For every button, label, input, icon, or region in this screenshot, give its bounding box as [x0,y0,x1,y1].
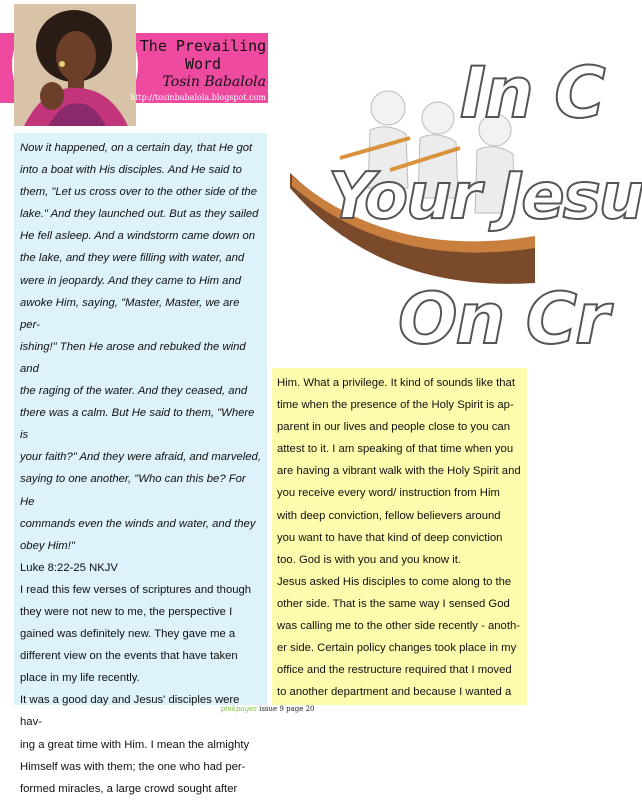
text-line: gained was definitely new. They gave me a [20,628,236,641]
text-line: formed miracles, a large crowd sought after [20,782,238,795]
text-line: with deep conviction, fellow believers around [277,509,501,522]
text-line: the raging of the water. And they ceased, and [20,385,248,398]
text-line: Him. What a privilege. It kind of sounds like that [277,377,515,389]
text-line: er side. Certain policy changes took place in my [277,642,517,655]
text-line: to another department and because I wanted a [277,686,512,699]
hero-title-line2: Your Jesu [328,160,642,234]
text-line: you want to have that kind of deep conviction [277,531,503,544]
hero-title-line3: On Cr [398,278,608,360]
text-line: parent in our lives and people close to you can [277,421,510,434]
text-line: Now it happened, on a certain day, that He got [20,142,253,154]
text-line: they were not new to me, the perspective I [20,605,233,618]
column-title-line1: The Prevailing [139,37,267,55]
text-line: was calling me to the other side recently - anoth- [277,620,521,633]
text-line: ing a great time with Him. I mean the almighty [20,738,250,751]
text-line: lake." And they launched out. But as they sailed [20,208,259,221]
footer-brand: pinkpages [220,705,257,713]
hero-illustration [270,38,642,368]
text-line: He fell asleep. And a windstorm came down on [20,230,256,243]
text-line: are having a vibrant walk with the Holy Spirit and [277,465,521,478]
scripture-reference: Luke 8:22-25 NKJV [20,561,118,574]
text-line: the lake, and they were filling with water, and [20,252,245,265]
hero-title-line1: In C [460,52,604,134]
text-line: your faith?" And they were afraid, and marveled, [20,451,261,464]
column-title [138,37,268,73]
text-line: place in my life recently. [20,672,140,685]
text-line: there was a calm. But He said to them, "Where is [20,407,255,442]
article-body-right [272,368,527,703]
column-title-line2: Word [184,55,222,73]
article-body-left [14,579,267,800]
text-line: them, "Let us cross over to the other side of the [20,186,257,199]
page-footer [0,705,535,713]
text-line: time when the presence of the Holy Spirit is ap- [277,399,514,412]
text-line: saying to one another, "Who can this be? For He [20,473,246,508]
text-line: too. God is with you and you know it. [277,553,461,566]
text-line: I read this few verses of scriptures and though [20,583,252,596]
footer-page: page 20 [286,705,315,713]
footer-issue: issue 9 [259,705,284,713]
text-line: It was a good day and Jesus' disciples were hav- [20,694,240,729]
text-line: commands even the winds and water, and they [20,517,256,530]
article-column-right [272,368,527,705]
author-photo [14,4,136,126]
text-line: other side. That is the same way I sensed God [277,597,510,610]
text-line: awoke Him, saying, "Master, Master, we are per- [20,296,240,331]
text-line: office and the restructure required that I moved [277,664,512,677]
blog-link[interactable]: http://tosinbabalola.blogspot.com [130,93,266,102]
text-line: were in jeopardy. And they came to Him and [20,274,242,287]
text-line: Himself was with them; the one who had per- [20,760,246,773]
text-line: different view on the events that have taken [20,650,238,663]
text-line: ishing!" Then He arose and rebuked the wind and [20,340,246,375]
text-line: Jesus asked His disciples to come along to the [277,575,512,588]
author-name: Tosin Babalola [162,74,266,90]
text-line: you receive every word/ instruction from Him [277,487,500,500]
text-line: into a boat with His disciples. And He said to [20,164,242,177]
text-line: obey Him!" [20,539,75,552]
text-line: attest to it. I am speaking of that time when you [277,443,514,456]
scripture-passage [14,133,267,557]
